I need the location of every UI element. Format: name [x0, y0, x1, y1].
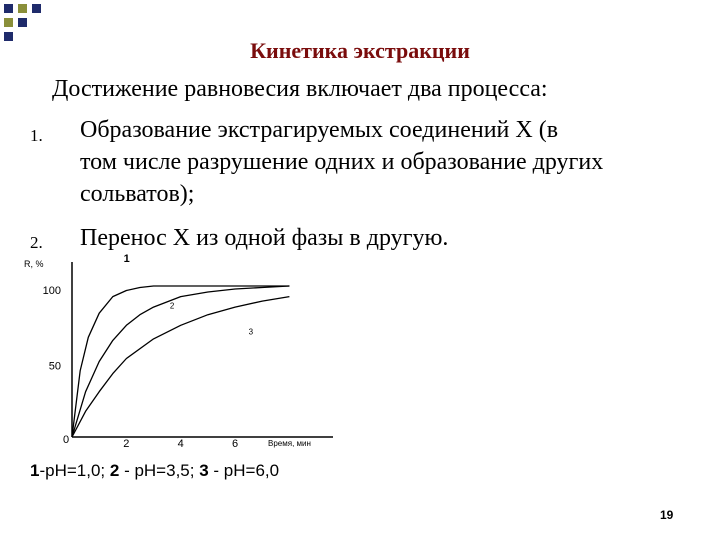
deco-square [4, 18, 13, 27]
x-tick-label: 2 [123, 438, 130, 450]
item-number: 2. [30, 233, 43, 252]
deco-square [4, 4, 13, 13]
series-line-3 [72, 297, 289, 437]
series-line-1 [72, 286, 289, 437]
x-axis-label: Время, мин [268, 439, 311, 448]
curves-legend [30, 461, 279, 481]
series-label-1: 1 [123, 252, 130, 265]
list-item-line: Образование экстрагируемых соединений X (в [80, 117, 559, 143]
legend-text: - pH=3,5; [119, 461, 200, 480]
deco-square [18, 4, 27, 13]
intro-text: Достижение равновесия включает два процесса: [52, 76, 548, 102]
list-item: Перенос X из одной фазы в другую. [80, 225, 449, 251]
list-item [80, 114, 710, 210]
legend-label: 2 [109, 461, 120, 480]
page-number: 19 [660, 508, 674, 522]
extraction-kinetics-chart [0, 250, 360, 455]
list-item-line: сольватов); [80, 181, 195, 207]
legend-label: 1 [30, 461, 40, 480]
x-tick-label: 4 [177, 438, 184, 450]
legend-text: -pH=1,0; [39, 461, 110, 480]
series-label-3: 3 [248, 327, 254, 337]
deco-square [32, 4, 41, 13]
origin-label: 0 [63, 434, 70, 446]
series-line-2 [72, 286, 289, 437]
deco-square [18, 18, 27, 27]
legend-text: - pH=6,0 [208, 461, 280, 480]
y-axis-label: R, % [24, 259, 44, 269]
slide-title: Кинетика экстракции [250, 38, 470, 63]
legend-label: 3 [199, 461, 209, 480]
y-tick-label: 100 [42, 285, 61, 297]
list-item-line: том числе разрушение одних и образование других [80, 149, 604, 175]
item-number: 1. [30, 126, 43, 145]
y-tick-label: 50 [48, 360, 61, 373]
series-label-2: 2 [169, 301, 175, 311]
x-tick-label: 6 [231, 438, 239, 450]
